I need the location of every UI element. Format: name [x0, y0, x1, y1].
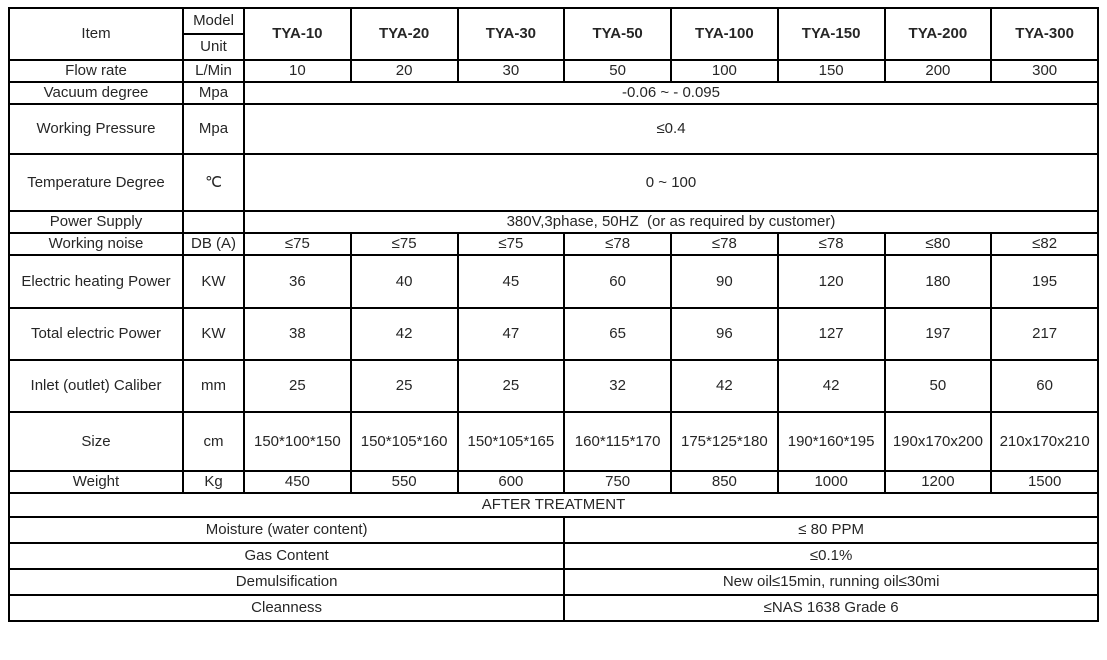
model-label-cell: Model	[183, 8, 244, 34]
after-row-gas-content	[9, 543, 1098, 569]
value-cell: ≤75	[458, 233, 565, 255]
row-unit: Mpa	[183, 82, 244, 104]
span-value-cell: ≤0.4	[244, 104, 1098, 154]
row-label: Total electric Power	[9, 308, 183, 360]
value-cell: 195	[991, 255, 1098, 308]
spec-table	[8, 7, 1099, 622]
row-unit	[183, 211, 244, 233]
row-label: Power Supply	[9, 211, 183, 233]
value-cell: 50	[564, 60, 671, 82]
model-column-header: TYA-300	[991, 8, 1098, 60]
value-cell: 120	[778, 255, 885, 308]
row-label: Weight	[9, 471, 183, 493]
value-cell: 160*115*170	[564, 412, 671, 471]
row-unit: cm	[183, 412, 244, 471]
value-cell: 300	[991, 60, 1098, 82]
after-row-demulsification	[9, 569, 1098, 595]
value-cell: 175*125*180	[671, 412, 778, 471]
value-cell: 1200	[885, 471, 992, 493]
after-row-label: Gas Content	[9, 543, 564, 569]
value-cell: 150	[778, 60, 885, 82]
value-cell: 60	[991, 360, 1098, 412]
span-value-cell: -0.06 ~ - 0.095	[244, 82, 1098, 104]
value-cell: ≤78	[778, 233, 885, 255]
value-cell: 47	[458, 308, 565, 360]
table-row-vacuum-degree	[9, 82, 1098, 104]
value-cell: 100	[671, 60, 778, 82]
value-cell: 65	[564, 308, 671, 360]
value-cell: 197	[885, 308, 992, 360]
value-cell: 150*100*150	[244, 412, 351, 471]
after-row-label: Cleanness	[9, 595, 564, 621]
row-label: Temperature Degree	[9, 154, 183, 211]
row-unit: L/Min	[183, 60, 244, 82]
row-unit: Kg	[183, 471, 244, 493]
unit-label-cell: Unit	[183, 34, 244, 60]
value-cell: 90	[671, 255, 778, 308]
value-cell: 180	[885, 255, 992, 308]
item-header-cell: Item	[9, 8, 183, 60]
row-label: Vacuum degree	[9, 82, 183, 104]
value-cell: 96	[671, 308, 778, 360]
value-cell: 38	[244, 308, 351, 360]
model-column-header: TYA-30	[458, 8, 565, 60]
value-cell: 50	[885, 360, 992, 412]
value-cell: 60	[564, 255, 671, 308]
value-cell: 25	[351, 360, 458, 412]
table-row-size	[9, 412, 1098, 471]
row-label: Working Pressure	[9, 104, 183, 154]
row-unit: KW	[183, 255, 244, 308]
after-row-value: ≤0.1%	[564, 543, 1098, 569]
value-cell: 127	[778, 308, 885, 360]
value-cell: 550	[351, 471, 458, 493]
value-cell: 42	[778, 360, 885, 412]
model-column-header: TYA-200	[885, 8, 992, 60]
value-cell: 750	[564, 471, 671, 493]
table-row-weight	[9, 471, 1098, 493]
value-cell: 32	[564, 360, 671, 412]
model-column-header: TYA-50	[564, 8, 671, 60]
after-row-cleanness	[9, 595, 1098, 621]
table-row-flow-rate	[9, 60, 1098, 82]
table-row-power-supply	[9, 211, 1098, 233]
value-cell: 25	[244, 360, 351, 412]
after-treatment-title: AFTER TREATMENT	[9, 493, 1098, 517]
value-cell: 190x170x200	[885, 412, 992, 471]
model-column-header: TYA-10	[244, 8, 351, 60]
value-cell: 40	[351, 255, 458, 308]
value-cell: ≤78	[671, 233, 778, 255]
value-cell: 200	[885, 60, 992, 82]
value-cell: 1500	[991, 471, 1098, 493]
row-unit: DB (A)	[183, 233, 244, 255]
value-cell: 10	[244, 60, 351, 82]
value-cell: 45	[458, 255, 565, 308]
after-row-value: ≤ 80 PPM	[564, 517, 1098, 543]
value-cell: 30	[458, 60, 565, 82]
value-cell: 190*160*195	[778, 412, 885, 471]
after-row-value: New oil≤15min, running oil≤30mi	[564, 569, 1098, 595]
value-cell: 150*105*165	[458, 412, 565, 471]
table-row-working-noise	[9, 233, 1098, 255]
after-row-moisture	[9, 517, 1098, 543]
row-label: Inlet (outlet) Caliber	[9, 360, 183, 412]
row-unit: ℃	[183, 154, 244, 211]
row-label: Flow rate	[9, 60, 183, 82]
value-cell: ≤75	[351, 233, 458, 255]
after-treatment-header-row	[9, 493, 1098, 517]
value-cell: 20	[351, 60, 458, 82]
after-row-label: Moisture (water content)	[9, 517, 564, 543]
table-row-working-pressure	[9, 104, 1098, 154]
span-value-cell: 0 ~ 100	[244, 154, 1098, 211]
value-cell: 25	[458, 360, 565, 412]
value-cell: 217	[991, 308, 1098, 360]
row-label: Size	[9, 412, 183, 471]
value-cell: 150*105*160	[351, 412, 458, 471]
table-row-electric-heating-power	[9, 255, 1098, 308]
table-row-inlet-outlet-caliber	[9, 360, 1098, 412]
value-cell: 210x170x210	[991, 412, 1098, 471]
value-cell: 1000	[778, 471, 885, 493]
value-cell: ≤75	[244, 233, 351, 255]
model-column-header: TYA-150	[778, 8, 885, 60]
value-cell: 850	[671, 471, 778, 493]
value-cell: ≤82	[991, 233, 1098, 255]
model-column-header: TYA-100	[671, 8, 778, 60]
model-column-header: TYA-20	[351, 8, 458, 60]
row-label: Working noise	[9, 233, 183, 255]
row-unit: KW	[183, 308, 244, 360]
value-cell: 42	[671, 360, 778, 412]
header-row-model	[9, 8, 1098, 34]
value-cell: ≤78	[564, 233, 671, 255]
table-row-temperature-degree	[9, 154, 1098, 211]
span-value-cell: 380V,3phase, 50HZ (or as required by customer)	[244, 211, 1098, 233]
value-cell: 600	[458, 471, 565, 493]
value-cell: 36	[244, 255, 351, 308]
row-label: Electric heating Power	[9, 255, 183, 308]
after-row-value: ≤NAS 1638 Grade 6	[564, 595, 1098, 621]
table-row-total-electric-power	[9, 308, 1098, 360]
value-cell: 42	[351, 308, 458, 360]
value-cell: 450	[244, 471, 351, 493]
row-unit: mm	[183, 360, 244, 412]
after-row-label: Demulsification	[9, 569, 564, 595]
value-cell: ≤80	[885, 233, 992, 255]
row-unit: Mpa	[183, 104, 244, 154]
